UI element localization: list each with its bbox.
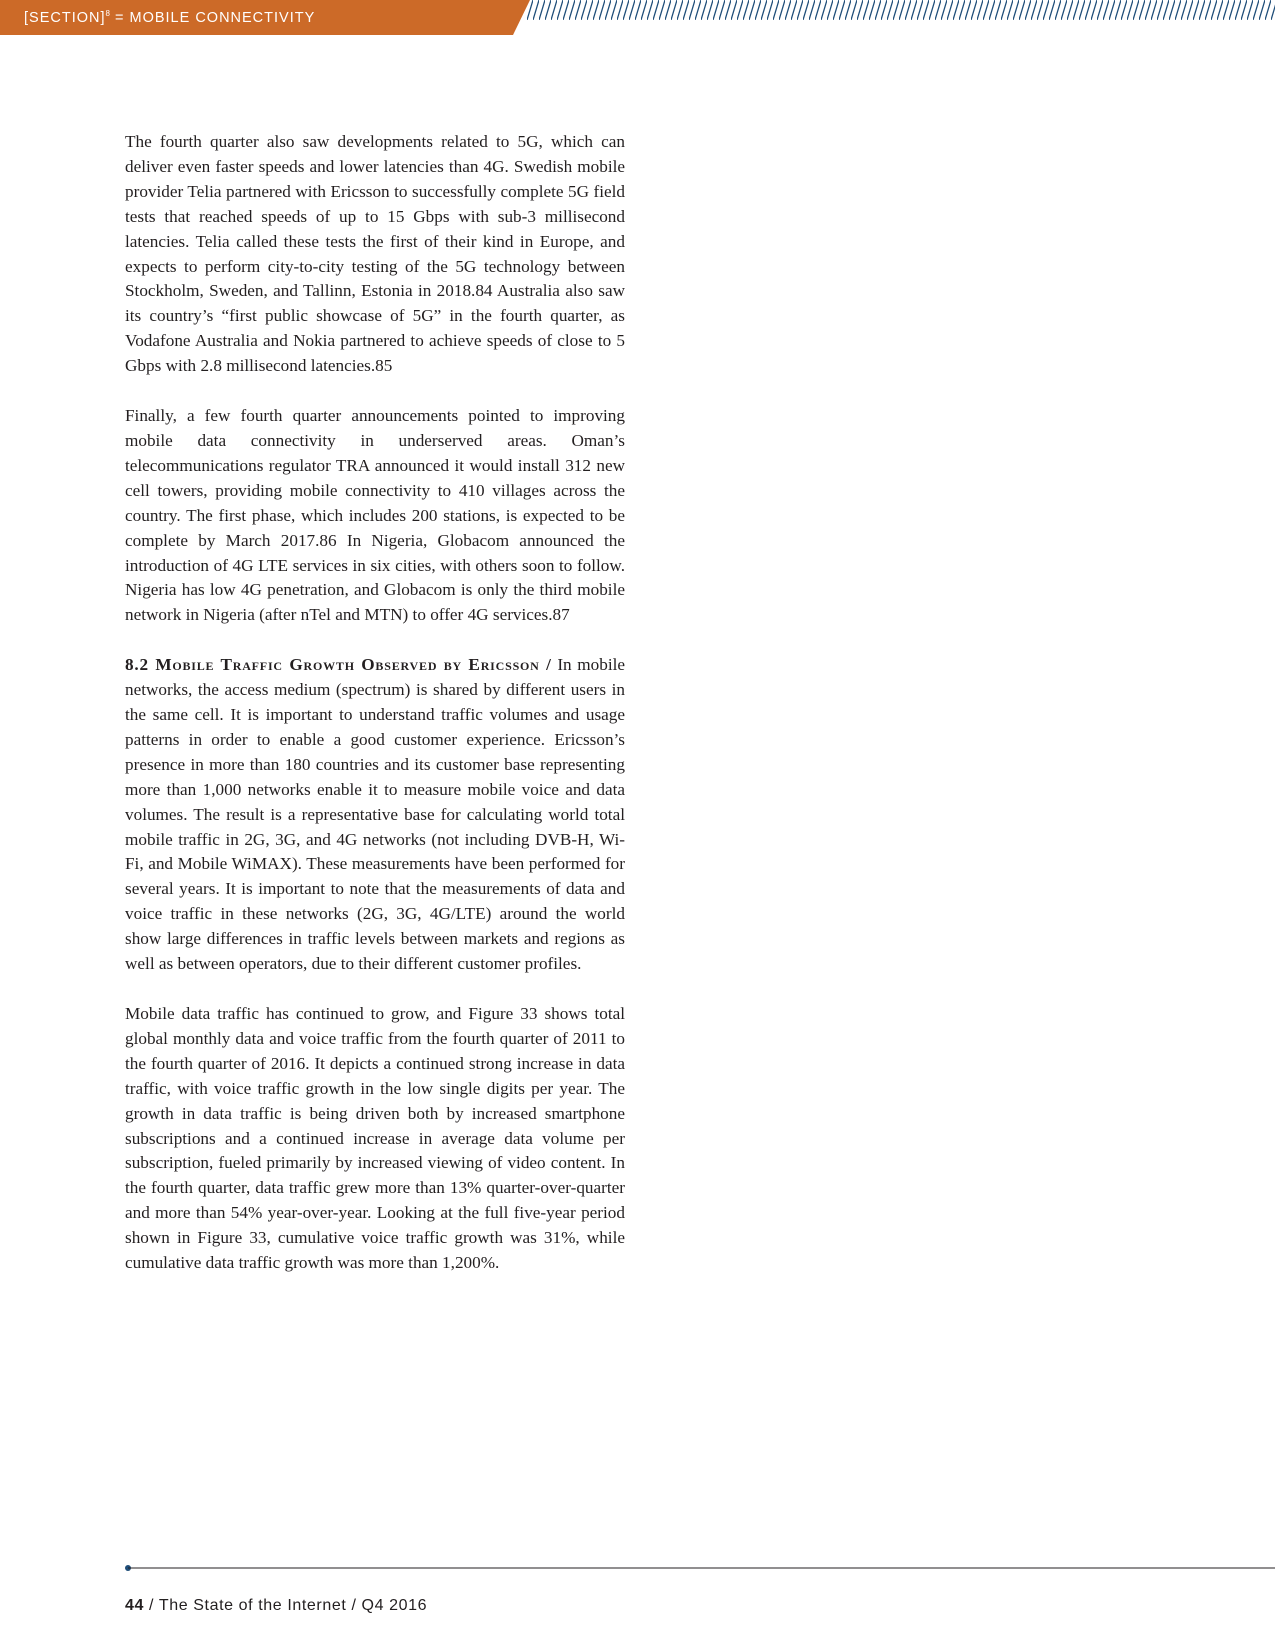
section-8-2 — [125, 653, 625, 977]
main-content — [125, 130, 625, 1301]
section-title: = MOBILE CONNECTIVITY — [109, 10, 316, 26]
section-prefix: [SECTION] — [24, 10, 106, 26]
body-paragraph: Finally, a few fourth quarter announcements pointed to improving mobile data connectivity in underserved areas. Oman’s telecommunications regulator TRA announced it would install 312 new cell towers, providing mobile connectivity to 410 villages across the country. The first phase, which includes 200 stations, is expected to be complete by March 2017.86 In Nigeria, Globacom announced the introduction of 4G LTE services in six cities, with others soon to follow. Nigeria has low 4G penetration, and Globacom is only the third mobile network in Nigeria (after nTel and MTN) to offer 4G services.87 — [125, 406, 625, 625]
footer — [125, 1597, 427, 1615]
section-header — [0, 0, 1275, 35]
body-paragraph: The fourth quarter also saw developments related to 5G, which can deliver even faster speeds and lower latencies than 4G. Swedish mobile provider Telia partnered with Ericsson to successfully complete 5G field tests that reached speeds of up to 15 Gbps with sub-3 millisecond latencies. Telia called these tests the first of their kind in Europe, and expects to perform city-to-city testing of the 5G technology between Stockholm, Sweden, and Tallinn, Estonia in 2018.84 Australia also saw its country’s “first public showcase of 5G” in the fourth quarter, as Vodafone Australia and Nokia partnered to achieve speeds of close to 5 Gbps with 2.8 millisecond latencies.85 — [125, 132, 625, 376]
footer-rule — [125, 1565, 1275, 1571]
page-number: 44 — [125, 1597, 144, 1614]
section-paragraph: In mobile networks, the access medium (spectrum) is shared by different users in the same cell. It is important to understand traffic volumes and usage patterns in order to enable a good customer experience. Ericsson’s presence in more than 180 countries and its customer base representing more than 1,000 networks enable it to measure mobile voice and data volumes. The result is a representative base for calculating world total mobile traffic in 2G, 3G, and 4G networks (not including DVB-H, Wi-Fi, and Mobile WiMAX). These measurements have been performed for several years. It is important to note that the measurements of data and voice traffic in these networks (2G, 3G, 4G/LTE) around the world show large differences in traffic levels between markets and regions as well as between operators, due to their different customer profiles. — [125, 655, 626, 974]
section-label — [24, 9, 315, 26]
header-stripes — [527, 0, 1275, 20]
footer-title: / The State of the Internet / Q4 2016 — [144, 1597, 428, 1614]
section-heading: 8.2 Mobile Traffic Growth Observed by Ericsson / — [125, 655, 552, 675]
body-paragraph: Mobile data traffic has continued to grow, and Figure 33 shows total global monthly data and voice traffic from the fourth quarter of 2011 to the fourth quarter of 2016. It depicts a continued strong increase in data traffic, with voice traffic growth in the low single digits per year. The growth in data traffic is being driven both by increased smartphone subscriptions and a continued increase in average data volume per subscription, fueled primarily by increased viewing of video content. In the fourth quarter, data traffic grew more than 13% quarter-over-quarter and more than 54% year-over-year. Looking at the full five-year period shown in Figure 33, cumulative voice traffic growth was 31%, while cumulative data traffic growth was more than 1,200%. — [125, 1004, 625, 1273]
section-number: 8 — [105, 9, 110, 18]
